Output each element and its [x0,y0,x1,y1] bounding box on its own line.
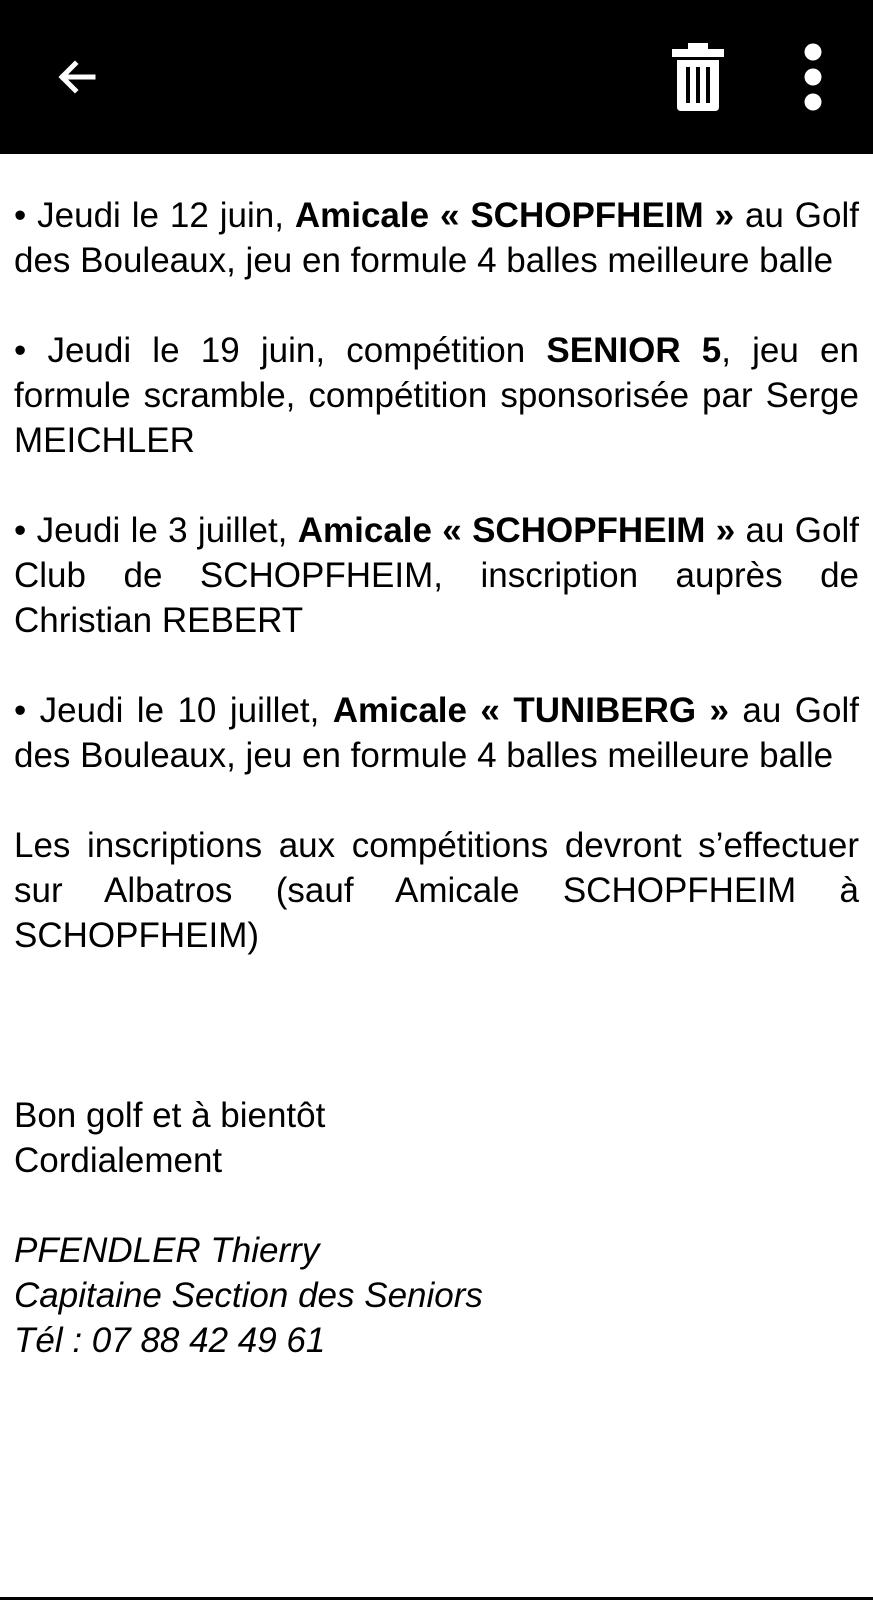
arrow-left-icon [53,53,101,101]
event-item [14,193,859,283]
closing-greeting: Bon golf et à bientôt [14,1096,326,1135]
event-highlight: Amicale « TUNIBERG » [332,691,729,730]
spacer [14,1003,859,1093]
signature-phone: Tél : 07 88 42 49 61 [14,1321,326,1360]
top-app-bar [0,0,873,154]
event-prefix: • Jeudi le 10 juillet, [14,691,333,730]
event-prefix: • Jeudi le 12 juin, [14,196,295,235]
more-vert-icon [801,43,825,111]
back-button[interactable] [22,22,132,132]
event-item [14,508,859,643]
event-highlight: SENIOR 5 [546,331,722,370]
closing [14,1093,859,1183]
delete-button[interactable] [643,22,753,132]
event-details: au Golf des Bouleaux, jeu en formule 4 balles meilleure balle [14,691,859,775]
signature-title: Capitaine Section des Seniors [14,1276,483,1315]
message-body [14,193,859,1408]
event-item [14,328,859,463]
event-details: au Golf des Bouleaux, jeu en formule 4 balles meilleure balle [14,196,859,280]
event-highlight: Amicale « SCHOPFHEIM » [294,196,735,235]
event-highlight: Amicale « SCHOPFHEIM » [297,511,736,550]
event-prefix: • Jeudi le 3 juillet, [14,511,298,550]
trash-icon [672,43,724,111]
event-details: , jeu en formule scramble, compétition sponsorisée par Serge MEICHLER [14,331,859,460]
registration-note: Les inscriptions aux compétitions devront s’effectuer sur Albatros (sauf Amicale SCHOPFHEIM à SCHOPFHEIM) [14,826,859,955]
event-details: au Golf Club de SCHOPFHEIM, inscription auprès de Christian REBERT [14,511,859,640]
signature-name: PFENDLER Thierry [14,1231,320,1270]
event-prefix: • Jeudi le 19 juin, compétition [14,331,547,370]
closing-salutation: Cordialement [14,1141,223,1180]
signature [14,1228,859,1363]
more-options-button[interactable] [758,22,868,132]
event-item [14,688,859,778]
